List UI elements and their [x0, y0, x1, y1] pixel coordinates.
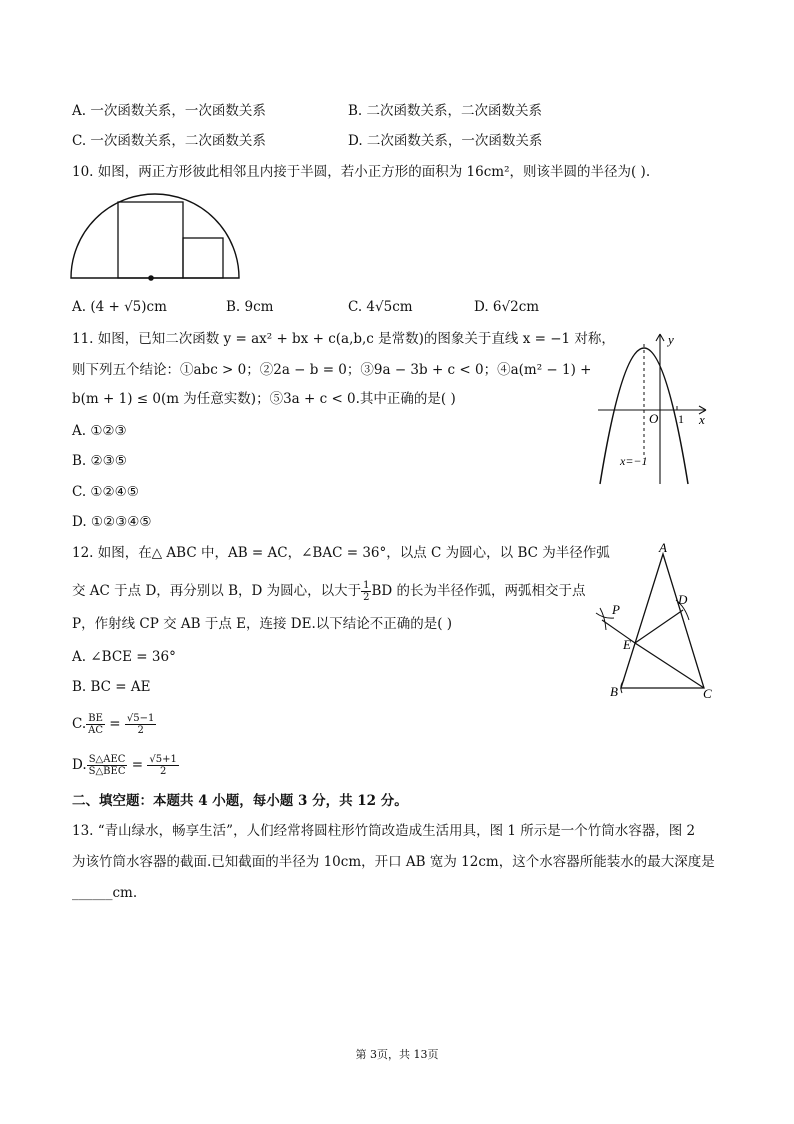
q12-line2-a: 交 AC 于点 D，再分别以 B，D 为圆心，以大于 [72, 583, 362, 599]
q11-x-label: x [699, 412, 705, 427]
q10-semicircle-figure [66, 192, 244, 284]
q12-frac-num: 1 [363, 580, 370, 591]
q12-option-c-right-frac [125, 713, 156, 736]
q11-axis-label: x=−1 [620, 454, 648, 468]
q12-label-P: P [612, 602, 620, 617]
q9-option-d: D. 二次函数关系，一次函数关系 [348, 133, 543, 149]
q12-option-a: A. ∠BCE = 36° [72, 649, 176, 665]
q9-option-c: C. 一次函数关系，二次函数关系 [72, 133, 266, 149]
q12-option-d-right-num: √5+1 [149, 754, 177, 765]
q9-option-b: B. 二次函数关系，二次函数关系 [348, 103, 543, 119]
q10-stem: 10. 如图，两正方形彼此相邻且内接于半圆，若小正方形的面积为 16cm²，则该半圆的半径为( ). [72, 164, 651, 180]
q13-line1: 13. “青山绿水，畅享生活”，人们经常将圆柱形竹筒改造成生活用具，图 1 所示是一个竹筒水容器，图 2 [72, 823, 696, 839]
q12-line2 [72, 580, 586, 603]
q10-option-c: C. 4√5cm [348, 299, 413, 315]
q11-line2: 则下列五个结论：①abc > 0；②2a − b = 0；③9a − 3b + c < 0；④a(m² − 1) + [72, 362, 592, 378]
q11-origin-label: O [649, 411, 659, 426]
page-footer: 第 3页，共 13页 [355, 1048, 439, 1061]
q9-option-a: A. 一次函数关系，一次函数关系 [72, 103, 266, 119]
q12-option-c-left-num: BE [86, 713, 105, 725]
q12-option-c: C. $\frac{BE}{AC}$ = $\frac{√5-1}{2}$ [72, 713, 155, 736]
q12-option-d-left-num: S△AEC [87, 754, 128, 766]
q12-option-b: B. BC = AE [72, 679, 151, 695]
q12-option-c-prefix: C. [72, 716, 87, 732]
q12-line3: P，作射线 CP 交 AB 于点 E，连接 DE.以下结论不正确的是( ) [72, 616, 453, 632]
q11-option-d: D. ①②③④⑤ [72, 514, 152, 530]
q12-line2-b: BD 的长为半径作弧，两弧相交于点 [371, 583, 586, 599]
q11-option-c: C. ①②④⑤ [72, 484, 139, 500]
q11-y-label: y [668, 332, 674, 347]
q12-frac-den: 2 [363, 592, 370, 603]
q12-option-d-right-frac [147, 754, 178, 777]
q12-label-D: D [678, 592, 688, 607]
q12-option-d-left-frac [87, 754, 128, 777]
q12-option-c-left-den: AC [88, 725, 104, 736]
q10-option-a: A. (4 + √5)cm [72, 299, 167, 315]
section-heading-fill-in: 二、填空题：本题共 4 小题，每小题 3 分，共 12 分。 [72, 793, 408, 809]
q12-label-B: B [610, 684, 618, 699]
q12-label-E: E [623, 637, 631, 652]
q11-line3: b(m + 1) ≤ 0(m 为任意实数)；⑤3a + c < 0.其中正确的是( ) [72, 391, 456, 407]
q11-one-label: 1 [678, 412, 684, 426]
q12-option-d-prefix: D. [72, 757, 87, 773]
q12-label-A: A [659, 540, 667, 555]
q11-parabola-graph [594, 326, 718, 488]
q13-line3: ______cm. [72, 885, 138, 901]
q10-option-d: D. 6√2cm [474, 299, 540, 315]
q12-label-C: C [703, 686, 712, 701]
q12-half-fraction [361, 580, 371, 603]
q12-option-d-right-den: 2 [159, 766, 167, 777]
q11-line1: 11. 如图，已知二次函数 y = ax² + bx + c(a,b,c 是常数)的图象关于直线 x = −1 对称， [72, 331, 615, 347]
q12-triangle-figure [588, 540, 718, 702]
q11-option-b: B. ②③⑤ [72, 453, 127, 469]
q11-option-a: A. ①②③ [72, 423, 127, 439]
q12-option-d: D. $\frac{\text{S△AEC}}{\text{S△BEC}}$ = $\frac{√5+1}{2}$ [72, 754, 177, 777]
q13-line2: 为该竹筒水容器的截面.已知截面的半径为 10cm，开口 AB 宽为 12cm，这个水容器所能装水的最大深度是 [72, 854, 715, 870]
q12-option-c-right-den: 2 [137, 725, 144, 736]
q12-option-c-left-frac [86, 713, 105, 736]
q12-option-c-right-num: √5−1 [126, 713, 155, 724]
q12-option-d-left-den: S△BEC [88, 766, 126, 777]
q10-option-b: B. 9cm [226, 299, 274, 315]
q12-line1: 12. 如图，在△ ABC 中，AB = AC，∠BAC = 36°，以点 C 为圆心，以 BC 为半径作弧 [72, 545, 610, 561]
